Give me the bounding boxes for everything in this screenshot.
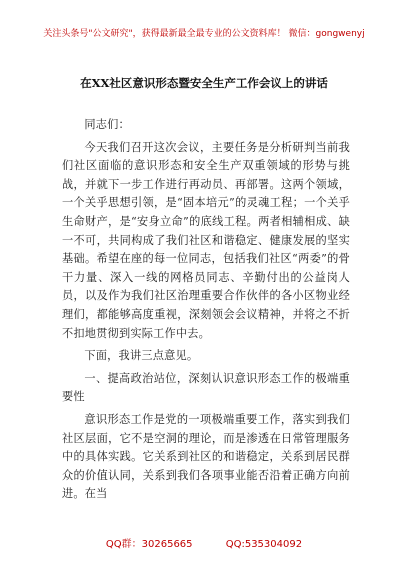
document-body [62, 116, 350, 504]
paragraph-2: 下面，我讲三点意见。 [84, 349, 199, 363]
footer-contacts [0, 535, 408, 550]
paragraph-1: 今天我们召开这次会议，主要任务是分析研判当前我们社区面临的意识形态和安全生产双重领域的形势与挑战，并就下一步工作进行再动员、再部署。这两个领域，一个关乎思想引领，是“固本培元”的灵魂工程；一个关乎生命财产，是“安身立命”的底线工程。两者相辅相成、缺一不可，共同构成了我们社区和谐稳定、健康发展的坚实基础。希望在座的每一位同志，包括我们社区“两委”的骨干力量、深入一线的网格员同志、辛勤付出的公益岗人员，以及作为我们社区治理重要合作伙伴的各小区物业经理们，都能够高度重视，深刻领会会议精神，并将之不折不扣地贯彻到实际工作中去。 [62, 140, 350, 340]
paragraph-3: 意识形态工作是党的一项极端重要工作，落实到我们社区层面，它不是空洞的理论，而是渗透在日常管理服务中的具体实践。它关系到社区的和谐稳定，关系到居民群众的价值认同，关系到我们各项事业能否沿着正确方向前进。在当 [62, 412, 350, 501]
footer-qq: QQ:535304092 [225, 539, 303, 550]
section-heading-1: 一、提高政治站位，深刻认识意识形态工作的极端重要性 [62, 371, 350, 404]
footer-qq-group: QQ群：30265665 [105, 539, 193, 550]
header-notice: 关注头条号"公文研究"，获得最新最全最专业的公文资料库！ 微信：gongwenyj [43, 29, 365, 39]
document-title: 在XX社区意识形态暨安全生产工作会议上的讲话 [80, 76, 328, 90]
salutation: 同志们： [84, 118, 130, 131]
